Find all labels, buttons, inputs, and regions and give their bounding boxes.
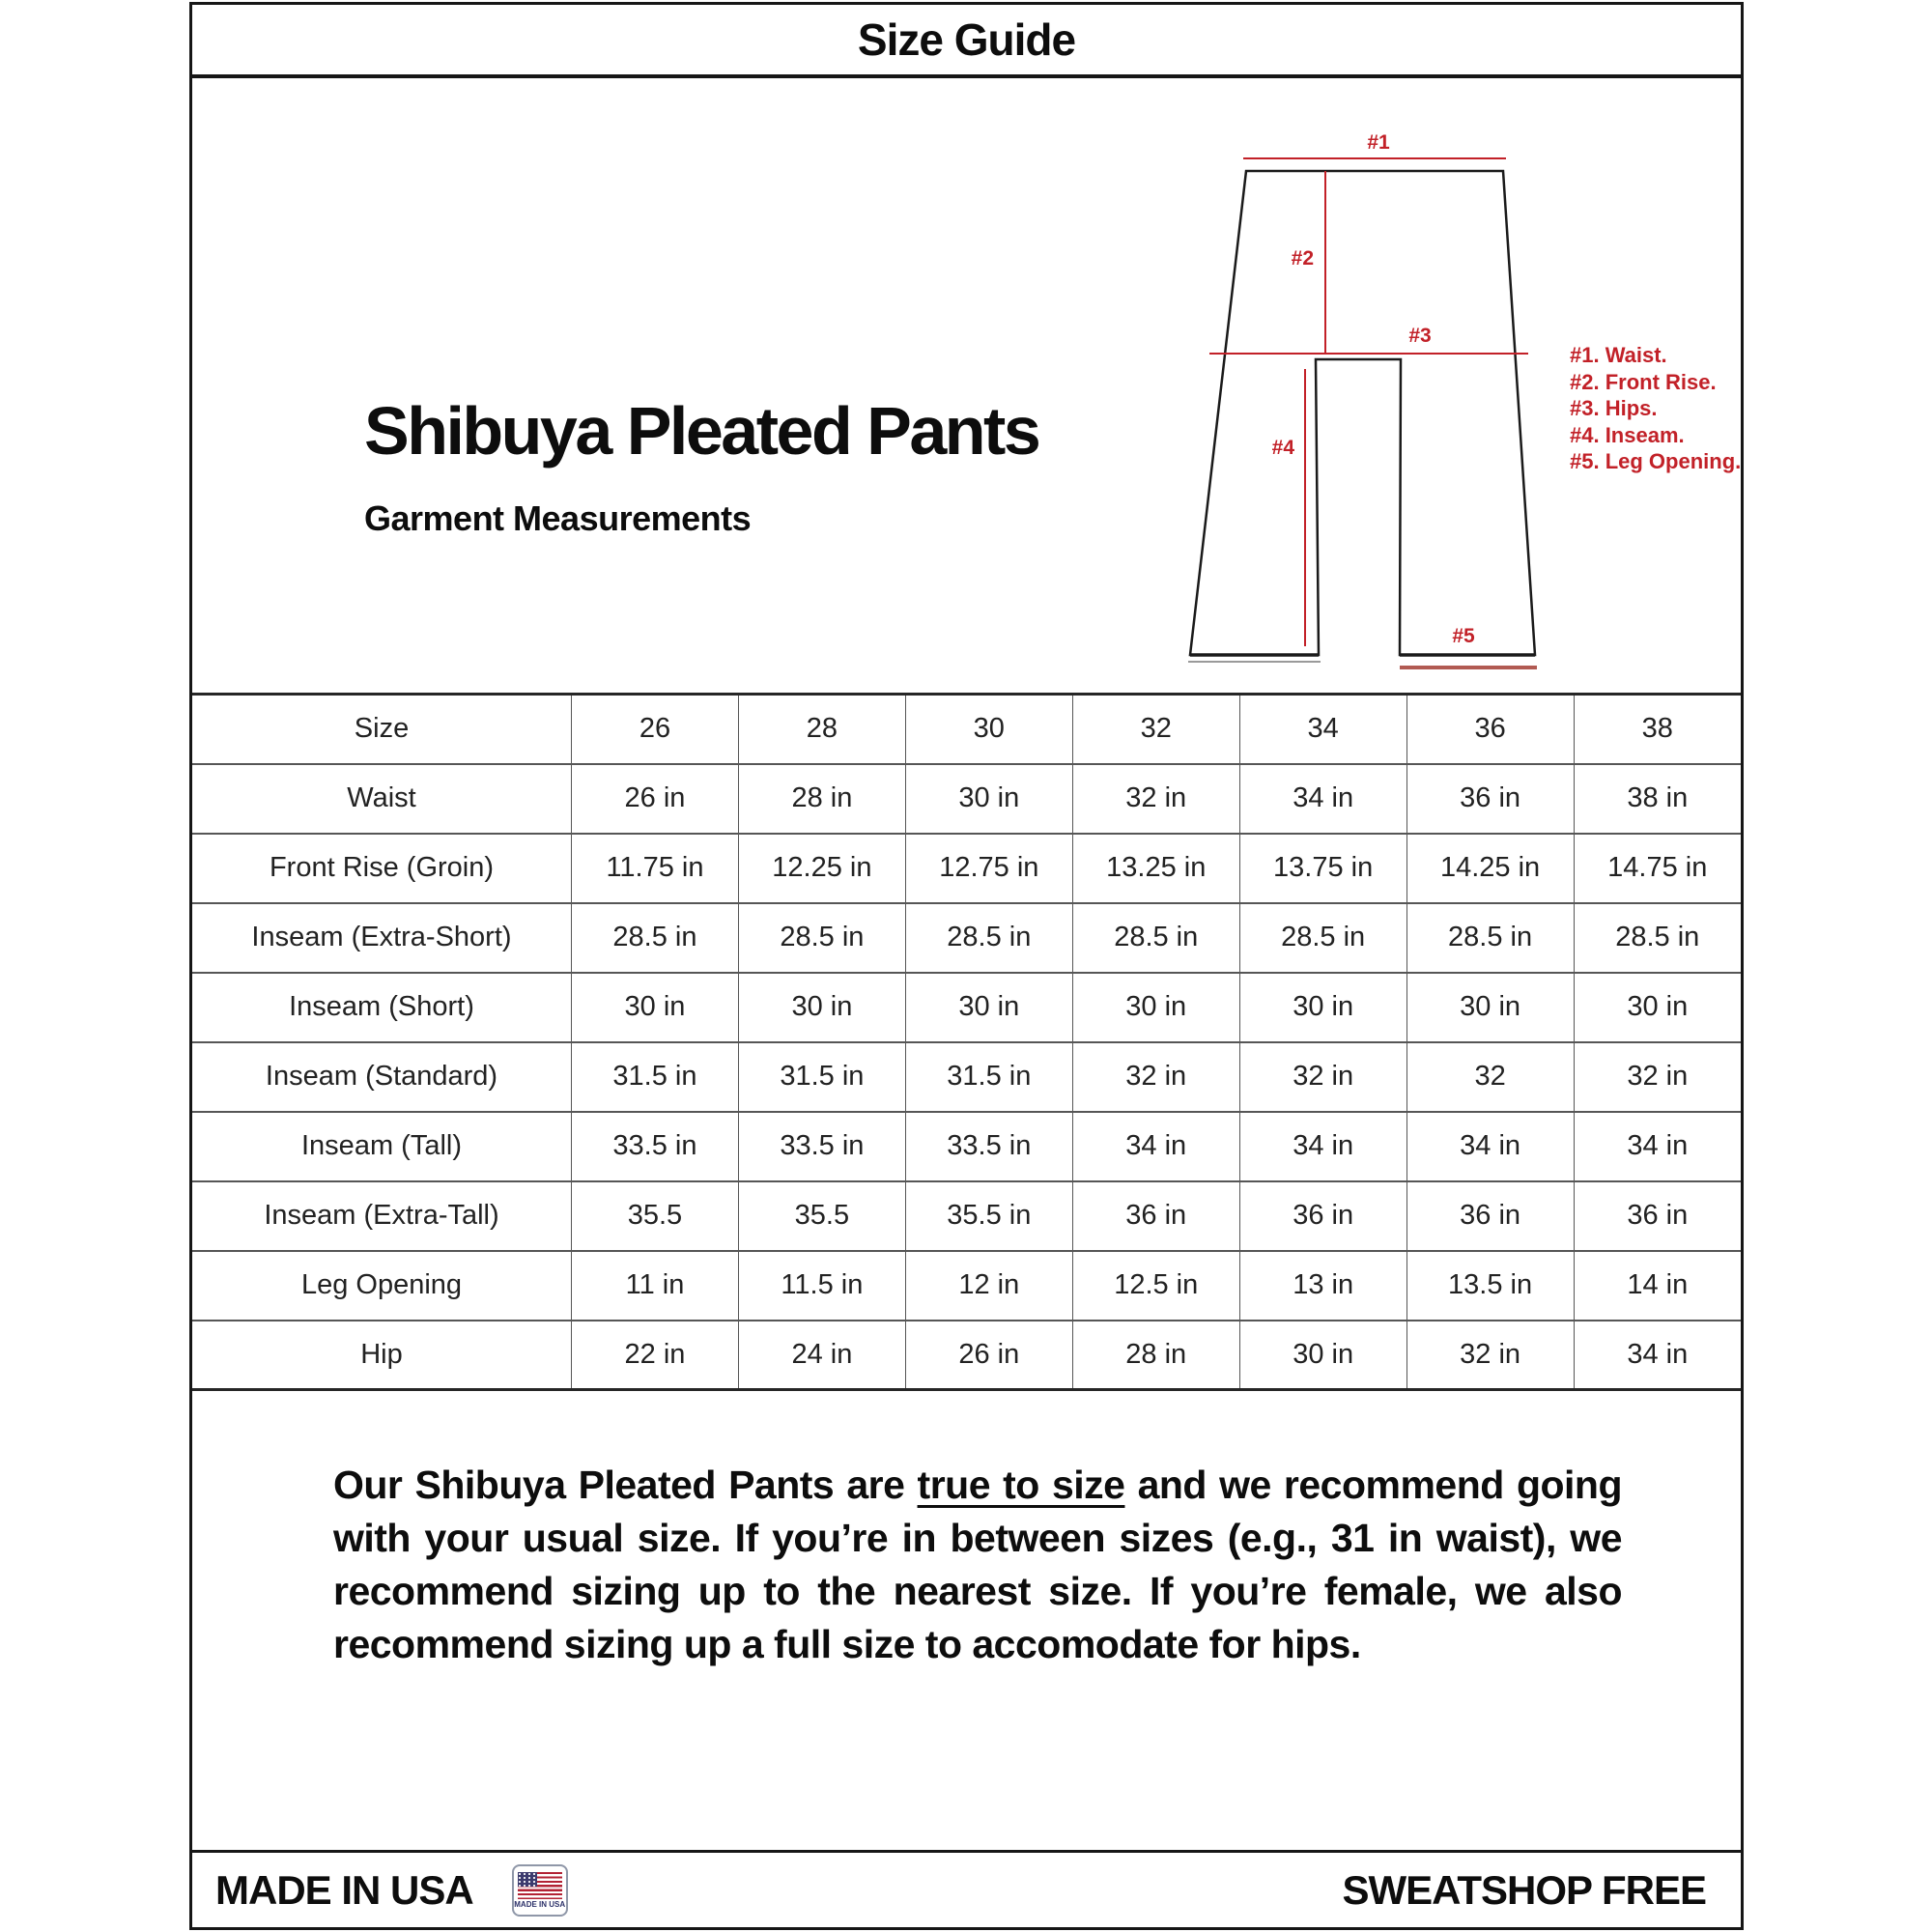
table-cell: 36 in [1239, 1181, 1406, 1251]
row-label: Leg Opening [300, 1269, 463, 1300]
table-cell: 32 [1406, 1042, 1574, 1112]
table-cell: 28.5 in [1406, 903, 1574, 973]
table-cell: 36 in [1072, 1181, 1239, 1251]
table-cell: 30 in [1239, 973, 1406, 1042]
table-cell: 32 [1072, 695, 1239, 764]
row-label: Hip [360, 1338, 403, 1370]
sizing-note-text-1: Our Shibuya Pleated Pants are [333, 1463, 918, 1507]
table-cell: 11.75 in [572, 834, 739, 903]
table-cell: 30 [905, 695, 1072, 764]
footer-bar [192, 1850, 1741, 1927]
table-cell: 28 in [738, 764, 905, 834]
table-cell: 32 in [1072, 764, 1239, 834]
table-cell: 30 in [1574, 973, 1741, 1042]
table-cell: 26 [572, 695, 739, 764]
table-row [192, 764, 1741, 834]
table-cell: 14 in [1574, 1251, 1741, 1321]
table-cell: 11 in [572, 1251, 739, 1321]
sizing-note-text-2: and we recommend going with your usual size. If you’re in between sizes (e.g., 31 in waist), we recommend sizing up to the nearest size. If you’re female, we also recommend sizing up a full size to accomodate for hips. [333, 1463, 1623, 1666]
legend-item-inseam: #4. Inseam. [1570, 422, 1685, 447]
table-cell: 12.25 in [738, 834, 905, 903]
table-cell: 26 in [905, 1321, 1072, 1390]
table-cell: 11.5 in [738, 1251, 905, 1321]
measurement-legend [1570, 342, 1741, 475]
measurement-label-3: #3 [1408, 325, 1432, 347]
legend-item-leg-opening: #5. Leg Opening. [1570, 449, 1742, 473]
table-cell: 34 in [1406, 1112, 1574, 1181]
table-cell: 12 in [905, 1251, 1072, 1321]
made-in-usa-label: MADE IN USA [215, 1866, 473, 1913]
table-cell: 28.5 in [1239, 903, 1406, 973]
table-cell: 28.5 in [905, 903, 1072, 973]
table-cell: 38 in [1574, 764, 1741, 834]
table-cell: 34 in [1239, 1112, 1406, 1181]
row-label: Inseam (Short) [289, 991, 474, 1022]
table-row [192, 903, 1741, 973]
table-cell: 28 [738, 695, 905, 764]
flag-badge-label: MADE IN USA [514, 1900, 566, 1909]
table-cell: 30 in [572, 973, 739, 1042]
table-cell: 33.5 in [738, 1112, 905, 1181]
legend-item-front-rise: #2. Front Rise. [1570, 369, 1717, 394]
table-row [192, 1321, 1741, 1390]
table-row [192, 834, 1741, 903]
page-title: Size Guide [857, 14, 1076, 65]
product-subtitle: Garment Measurements [364, 498, 752, 538]
table-cell: 14.75 in [1574, 834, 1741, 903]
table-cell: 30 in [1406, 973, 1574, 1042]
table-row [192, 1042, 1741, 1112]
table-cell: 13 in [1239, 1251, 1406, 1321]
legend-item-hips: #3. Hips. [1570, 396, 1658, 420]
table-cell: 34 in [1239, 764, 1406, 834]
table-cell: 32 in [1239, 1042, 1406, 1112]
row-label: Inseam (Standard) [265, 1061, 498, 1092]
table-cell: 31.5 in [572, 1042, 739, 1112]
table-cell: 32 in [1406, 1321, 1574, 1390]
table-cell: 34 in [1072, 1112, 1239, 1181]
table-cell: 32 in [1072, 1042, 1239, 1112]
row-label: Waist [347, 782, 416, 813]
sizing-note [333, 1459, 1622, 1671]
diagram-section [192, 78, 1741, 693]
table-cell: 30 in [905, 764, 1072, 834]
table-cell: 32 in [1574, 1042, 1741, 1112]
row-label: Front Rise (Groin) [269, 852, 495, 883]
measurement-label-4: #4 [1271, 437, 1294, 459]
table-cell: 28 in [1072, 1321, 1239, 1390]
table-cell: 12.5 in [1072, 1251, 1239, 1321]
table-cell: 30 in [1239, 1321, 1406, 1390]
row-label: Inseam (Extra-Short) [251, 922, 512, 952]
size-table-body [192, 695, 1741, 1390]
table-row [192, 695, 1741, 764]
table-cell: 13.75 in [1239, 834, 1406, 903]
table-cell: 28.5 in [572, 903, 739, 973]
pants-outline [1190, 171, 1535, 655]
table-cell: 28.5 in [1574, 903, 1741, 973]
table-cell: 36 [1406, 695, 1574, 764]
usa-flag-canton [518, 1872, 537, 1887]
table-cell: 31.5 in [738, 1042, 905, 1112]
table-cell: 33.5 in [572, 1112, 739, 1181]
sizing-note-underlined: true to size [917, 1463, 1125, 1507]
table-cell: 36 in [1574, 1181, 1741, 1251]
table-row [192, 1112, 1741, 1181]
legend-item-waist: #1. Waist. [1570, 343, 1667, 367]
table-cell: 35.5 [572, 1181, 739, 1251]
table-cell: 24 in [738, 1321, 905, 1390]
table-row [192, 1251, 1741, 1321]
table-cell: 34 in [1574, 1112, 1741, 1181]
measurement-label-2: #2 [1291, 247, 1314, 270]
measurement-label-5: #5 [1452, 625, 1475, 647]
usa-flag-icon [518, 1872, 562, 1899]
table-cell: 30 in [905, 973, 1072, 1042]
table-cell: 31.5 in [905, 1042, 1072, 1112]
table-cell: 28.5 in [1072, 903, 1239, 973]
table-row [192, 1181, 1741, 1251]
sweatshop-free-label: SWEATSHOP FREE [1342, 1866, 1706, 1913]
table-cell: 38 [1574, 695, 1741, 764]
table-cell: 30 in [1072, 973, 1239, 1042]
row-label: Inseam (Tall) [301, 1130, 462, 1161]
table-cell: 35.5 [738, 1181, 905, 1251]
size-guide-header [192, 5, 1741, 78]
measurement-label-1: #1 [1367, 131, 1390, 154]
product-name: Shibuya Pleated Pants [364, 393, 1039, 469]
table-cell: 35.5 in [905, 1181, 1072, 1251]
table-cell: 14.25 in [1406, 834, 1574, 903]
table-cell: 28.5 in [738, 903, 905, 973]
table-cell: 36 in [1406, 764, 1574, 834]
made-in-usa-flag-badge [512, 1864, 568, 1917]
size-chart-table [192, 693, 1741, 1391]
table-cell: 36 in [1406, 1181, 1574, 1251]
table-row [192, 973, 1741, 1042]
table-cell: 26 in [572, 764, 739, 834]
table-cell: 13.25 in [1072, 834, 1239, 903]
table-cell: 33.5 in [905, 1112, 1072, 1181]
table-cell: 22 in [572, 1321, 739, 1390]
size-guide-page [189, 2, 1744, 1930]
table-cell: 13.5 in [1406, 1251, 1574, 1321]
table-cell: 34 [1239, 695, 1406, 764]
table-cell: 34 in [1574, 1321, 1741, 1390]
row-label: Inseam (Extra-Tall) [264, 1200, 499, 1231]
row-label: Size [354, 713, 410, 745]
table-cell: 12.75 in [905, 834, 1072, 903]
table-cell: 30 in [738, 973, 905, 1042]
